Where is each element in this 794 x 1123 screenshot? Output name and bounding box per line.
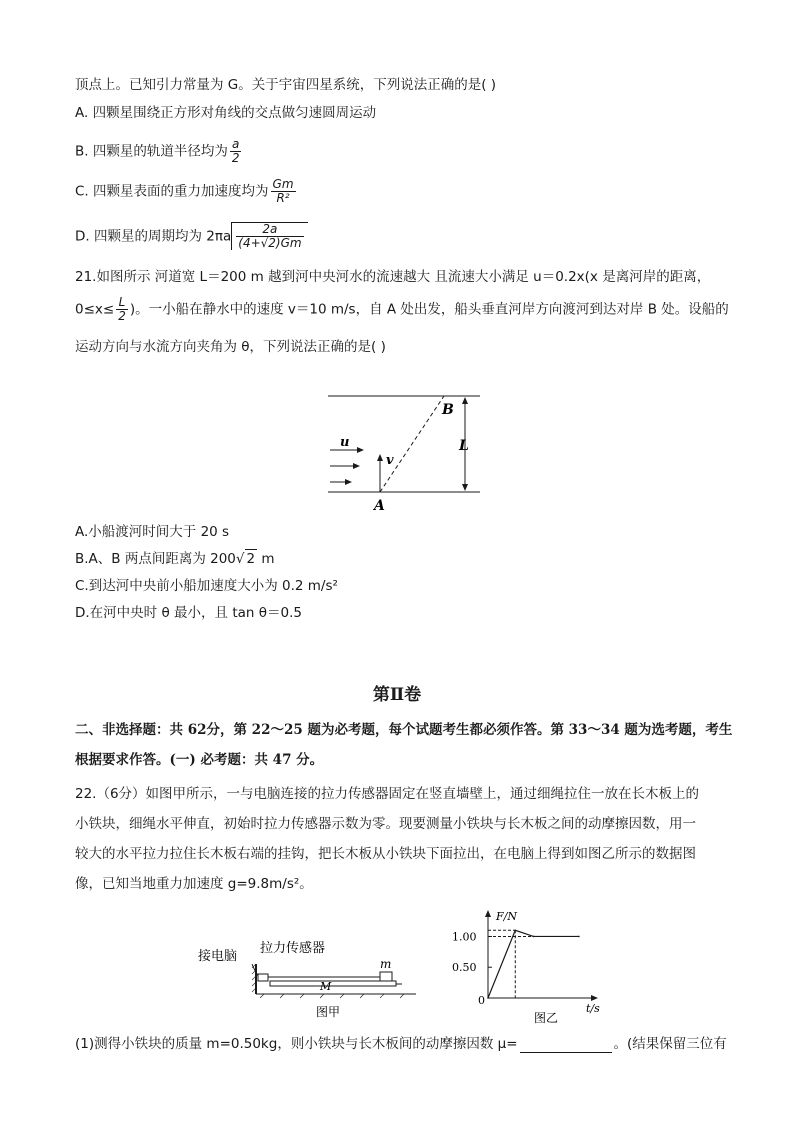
q22-line-4: 像，已知当地重力加速度 g=9.8m/s²。 [75, 876, 313, 892]
data-point [514, 930, 516, 932]
answer-blank[interactable] [520, 1038, 612, 1053]
q21-option-d: D.在河中央时 θ 最小，且 tan θ＝0.5 [75, 605, 302, 621]
q22-line-1: 22.（6分）如图甲所示，一与电脑连接的拉力传感器固定在竖直墙壁上，通过细绳拉住一放在长木板上的 [75, 786, 700, 802]
long-board [270, 981, 396, 986]
label-l: L [459, 438, 469, 454]
iron-block [380, 972, 392, 981]
label-v: v [386, 453, 394, 468]
q22-sub-1: (1)测得小铁块的质量 m=0.50kg，则小铁块与长木板间的动摩擦因数 μ= 。(结果保留三位有 [75, 1036, 727, 1052]
sensor [258, 974, 268, 981]
q22-line-3: 较大的水平拉力拉住长木板右端的挂钩，把长木板从小铁块下面拉出，在电脑上得到如图乙所示的数据图 [75, 846, 696, 862]
label-M: M [320, 980, 332, 993]
label-computer: 接电脑 [198, 949, 238, 964]
q20-option-a: A. 四颗星围绕正方形对角线的交点做匀速圆周运动 [75, 105, 377, 121]
river-figure [320, 388, 490, 514]
q21-option-b: B.A、B 两点间距离为 200√ 2 m [75, 551, 275, 567]
y-tick-label: 1.00 [452, 930, 477, 944]
x-axis-arrow [591, 995, 598, 1001]
series-line-F [488, 930, 579, 998]
q20-option-b: B. 四颗星的轨道半径均为 $\frac{a}{2}$ [75, 137, 240, 165]
data-point [487, 997, 489, 999]
q21-option-a: A.小船渡河时间大于 20 s [75, 524, 230, 540]
section-title: 第Ⅱ卷 [372, 685, 422, 705]
q20-option-d: D. 四颗星的周期均为 2πa $\frac{2a}{(4+√2)Gm}$ [75, 222, 308, 250]
q21-line-3: 运动方向与水流方向夹角为 θ，下列说法正确的是( ) [75, 339, 386, 355]
caption-jia: 图甲 [316, 1005, 341, 1019]
label-u: u [340, 435, 350, 450]
q22-line-2: 小铁块，细绳水平伸直，初始时拉力传感器示数为零。现要测量小铁块与长木板之间的动摩擦因数，用一 [75, 816, 696, 832]
caption-yi: 图乙 [534, 1011, 559, 1025]
y-tick-label: 0.50 [452, 961, 477, 975]
q20-stem-tail: 顶点上。已知引力常量为 G。关于宇宙四星系统，下列说法正确的是( ) [75, 77, 497, 93]
label-sensor: 拉力传感器 [260, 941, 326, 956]
data-point [578, 936, 580, 938]
q21-line-2: 0≤x≤ $\frac{L}{2}$ )。一小船在静水中的速度 v＝10 m/s，自 A 处出发，船头垂直河岸方向渡河到达对岸 B 处。设船的 [75, 295, 729, 323]
data-point [533, 936, 535, 938]
x-axis-label: t/s [586, 1002, 600, 1015]
section-intro-1: 二、非选择题：共 62分，第 22～25 题为必考题，每个试题考生都必须作答。第 33～34 题为选考题，考生 [75, 722, 733, 738]
y-axis-arrow [485, 910, 491, 917]
path-a-to-b [380, 396, 444, 492]
y-axis-label: F/N [496, 910, 517, 923]
label-m: m [380, 957, 392, 971]
q21-option-c: C.到达河中央前小船加速度大小为 0.2 m/s² [75, 578, 338, 594]
q21-line-1: 21.如图所示 河道宽 L＝200 m 越到河中央河水的流速越大 且流速大小满足 u＝0.2x(x 是离河岸的距离， [75, 269, 711, 285]
q20-option-c: C. 四颗星表面的重力加速度均为 $\frac{Gm}{\text{R²}}$ [75, 177, 294, 205]
section-intro-2: 根据要求作答。(一) 必考题：共 47 分。 [75, 752, 324, 768]
figure-jia [190, 930, 420, 1020]
origin-label: 0 [478, 994, 485, 1007]
label-a: A [374, 498, 385, 514]
label-b: B [442, 402, 454, 418]
chart-plot [452, 910, 600, 1015]
figure-yi [448, 908, 598, 1026]
